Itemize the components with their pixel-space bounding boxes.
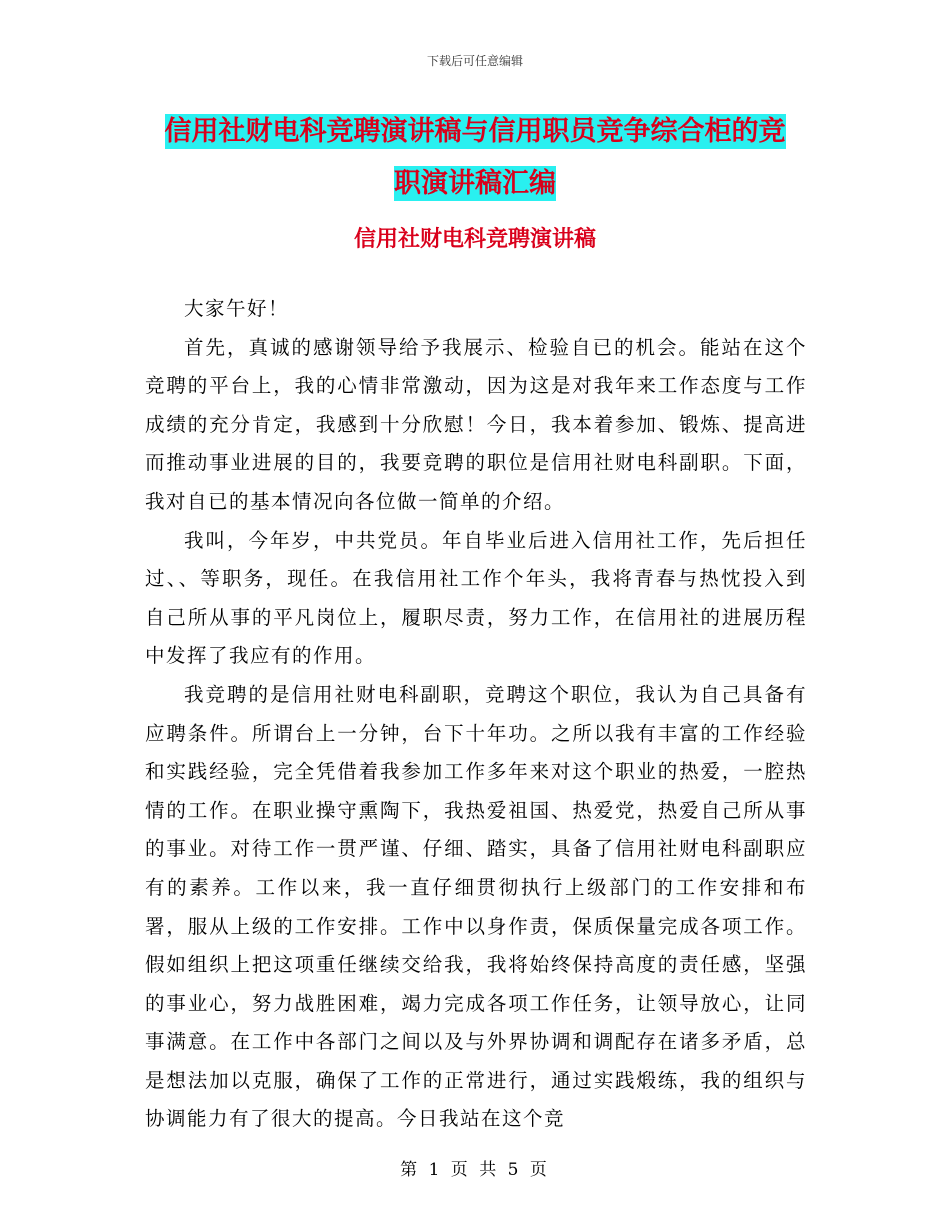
paragraph-intro: 首先，真诚的感谢领导给予我展示、检验自已的机会。能站在这个竞聘的平台上，我的心情非常激动，因为这是对我年来工作态度与工作成绩的充分肯定，我感到十分欣慰！今日，我本着参加、锻炼、提高进而推动事业进展的目的，我要竞聘的职位是信用社财电科副职。下面，我对自已的基本情况向各位做一简单的介绍。 bbox=[145, 335, 807, 513]
document-title-line2: 职演讲稿汇编 bbox=[394, 168, 556, 199]
paragraph-qualifications: 我竞聘的是信用社财电科副职，竞聘这个职位，我认为自己具备有应聘条件。所谓台上一分钟，台下十年功。之所以我有丰富的工作经验和实践经验，完全凭借着我参加工作多年来对这个职业的热爱，一腔热情的工作。在职业操守熏陶下，我热爱祖国、热爱党，热爱自己所从事的事业。对待工作一贯严谨、仔细、踏实，具备了信用社财电科副职应有的素养。工作以来，我一直仔细贯彻执行上级部门的工作安排和布署，服从上级的工作安排。工作中以身作责，保质保量完成各项工作。假如组织上把这项重任继续交给我，我将始终保持高度的责任感，坚强的事业心，努力战胜困难，竭力完成各项工作任务，让领导放心，让同事满意。在工作中各部门之间以及与外界协调和调配存在诸多矛盾，总是想法加以克服，确保了工作的正常进行，通过实践煅练，我的组织与协调能力有了很大的提高。今日我站在这个竞 bbox=[145, 682, 807, 1131]
page-footer: 第 1 页 共 5 页 bbox=[400, 1160, 550, 1180]
paragraph-background: 我叫，今年岁，中共党员。年自毕业后进入信用社工作，先后担任过、、等职务，现任。在我信用社工作个年头，我将青春与热忱投入到自己所从事的平凡岗位上，履职尽责，努力工作，在信用社的进展历程中发挥了我应有的作用。 bbox=[145, 528, 807, 668]
document-title-line1: 信用社财电科竞聘演讲稿与信用职员竞争综合柜的竞 bbox=[164, 116, 786, 147]
document-title bbox=[150, 106, 800, 210]
paragraph-greeting: 大家午好！ bbox=[184, 297, 290, 320]
body-text bbox=[145, 290, 807, 1139]
header-note: 下载后可任意编辑 bbox=[426, 54, 523, 68]
section-title: 信用社财电科竞聘演讲稿 bbox=[353, 227, 596, 252]
